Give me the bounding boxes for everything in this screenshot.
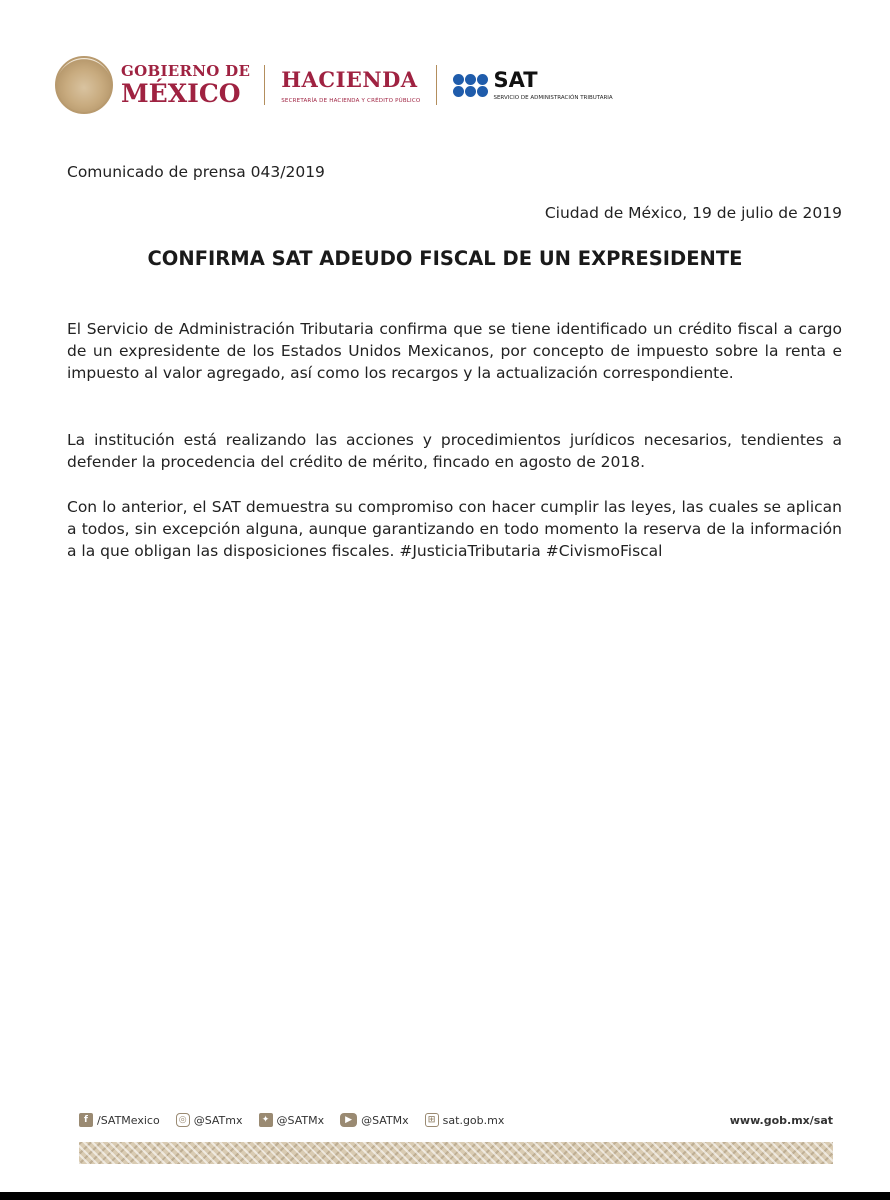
footer-twitter[interactable] bbox=[259, 1113, 325, 1127]
facebook-icon: f bbox=[79, 1113, 93, 1127]
logo-divider bbox=[436, 65, 437, 105]
twitter-handle: @SATMx bbox=[276, 1113, 325, 1127]
footer-website[interactable] bbox=[425, 1113, 505, 1127]
hacienda-subtitle: SECRETARÍA DE HACIENDA Y CRÉDITO PÚBLICO bbox=[281, 97, 421, 104]
web-grid-icon: ⊞ bbox=[425, 1113, 439, 1127]
sat-logo bbox=[453, 67, 613, 101]
body-paragraph-2: La institución está realizando las acciones y procedimientos jurídicos necesarios, tendientes a defender la procedencia del crédito de mérito, fincado en agosto de 2018. bbox=[67, 431, 842, 471]
hacienda-title: HACIENDA bbox=[281, 66, 418, 92]
sat-title: SAT bbox=[493, 67, 538, 92]
logo-divider bbox=[264, 65, 265, 105]
footer-social-bar bbox=[79, 1110, 833, 1130]
youtube-icon: ▶ bbox=[340, 1113, 357, 1127]
national-seal-logo bbox=[55, 56, 113, 114]
page-title: CONFIRMA SAT ADEUDO FISCAL DE UN EXPRESIDENTE bbox=[147, 247, 743, 270]
bottom-black-bar bbox=[0, 1192, 890, 1200]
hacienda-logo bbox=[281, 67, 420, 104]
decorative-pattern-band bbox=[79, 1142, 833, 1164]
footer-instagram[interactable] bbox=[176, 1113, 243, 1127]
press-release-number: Comunicado de prensa 043/2019 bbox=[67, 163, 325, 181]
gobierno-line1: GOBIERNO DE bbox=[121, 62, 251, 80]
date-line: Ciudad de México, 19 de julio de 2019 bbox=[544, 204, 842, 222]
sat-dots-icon bbox=[453, 74, 488, 97]
instagram-handle: @SATmx bbox=[193, 1113, 243, 1127]
footer-youtube[interactable] bbox=[340, 1113, 409, 1127]
body-paragraph-3: Con lo anterior, el SAT demuestra su compromiso con hacer cumplir las leyes, las cuales se aplican a todos, sin excepción alguna, aunque garantizando en todo momento la reserva de la información a la que obligan las disposiciones fiscales. #JusticiaTributaria #CivismoFiscal bbox=[67, 498, 842, 560]
youtube-handle: @SATMx bbox=[361, 1113, 409, 1127]
website-link: sat.gob.mx bbox=[442, 1113, 505, 1127]
header-logos bbox=[55, 54, 613, 116]
footer-facebook[interactable] bbox=[79, 1113, 160, 1127]
body-paragraph-1: El Servicio de Administración Tributaria confirma que se tiene identificado un crédito fiscal a cargo de un expresidente de los Estados Unidos Mexicanos, por concepto de impuesto sobre la renta e impuesto al valor agregado, así como los recargos y la actualización correspondiente. bbox=[67, 320, 842, 382]
gobierno-de-mexico-logo bbox=[121, 64, 250, 106]
gob-url-link[interactable]: www.gob.mx/sat bbox=[729, 1113, 833, 1127]
twitter-icon: ✦ bbox=[259, 1113, 273, 1127]
facebook-handle: /SATMexico bbox=[97, 1113, 160, 1127]
instagram-icon: ◎ bbox=[176, 1113, 190, 1127]
sat-subtitle: SERVICIO DE ADMINISTRACIÓN TRIBUTARIA bbox=[493, 94, 613, 101]
gobierno-line2: MÉXICO bbox=[121, 79, 241, 108]
